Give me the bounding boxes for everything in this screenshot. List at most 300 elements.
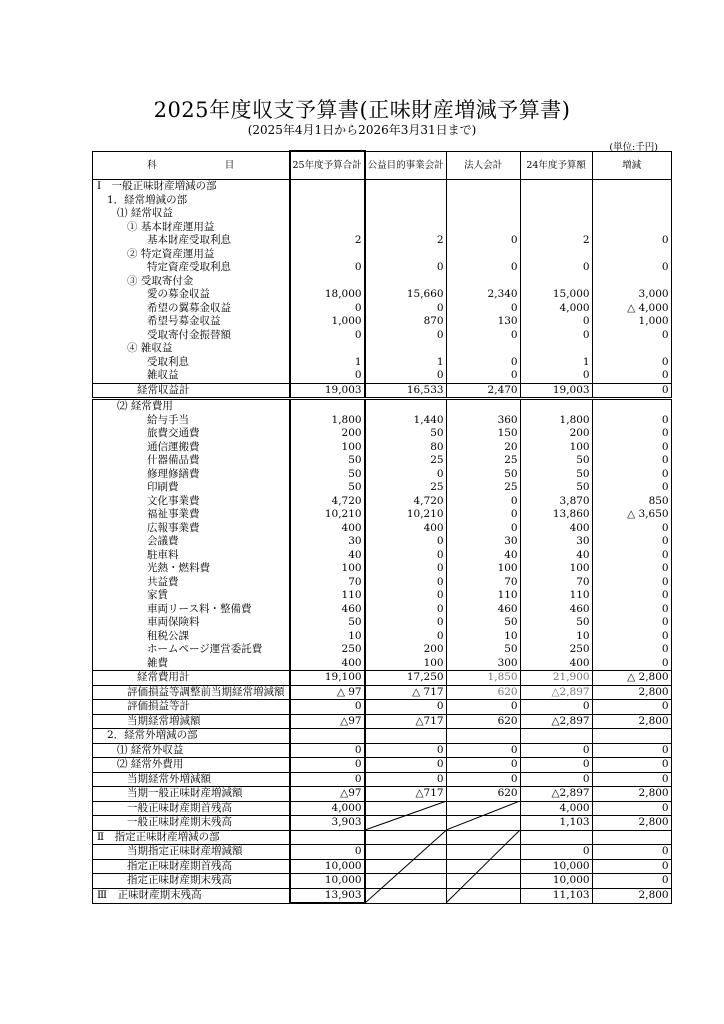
row-label: Ⅲ 正味財産期末残高 — [93, 888, 290, 903]
cell-corporate-account: 620 — [446, 714, 520, 729]
cell-budget-2024: 0 — [520, 329, 592, 343]
cell-public-account: 25 — [365, 481, 447, 495]
cell-public-account: 0 — [365, 261, 447, 275]
cell-corporate-account: 50 — [446, 616, 520, 630]
cell-public-account: 0 — [365, 562, 447, 576]
cell-difference: 3,000 — [592, 288, 671, 302]
cell-budget-2024: 50 — [520, 454, 592, 468]
cell-total-2025: 50 — [290, 616, 365, 630]
cell-total-2025: 10,000 — [290, 874, 365, 889]
cell-total-2025: △97 — [290, 714, 365, 729]
cell-public-account — [365, 207, 447, 221]
row-label: 受取寄付金振替額 — [93, 329, 290, 343]
cell-budget-2024 — [520, 830, 592, 845]
header-subject-a: 科 — [147, 159, 157, 171]
row-label: 租税公課 — [93, 630, 290, 644]
table-row — [93, 603, 672, 617]
cell-difference: 0 — [592, 576, 671, 590]
cell-corporate-account — [446, 859, 520, 874]
cell-corporate-account: 150 — [446, 427, 520, 441]
cell-corporate-account: 460 — [446, 603, 520, 617]
cell-budget-2024: 21,900 — [520, 671, 592, 686]
cell-corporate-account: 20 — [446, 441, 520, 455]
cell-budget-2024: 100 — [520, 562, 592, 576]
cell-difference: 2,800 — [592, 714, 671, 729]
cell-difference: 2,800 — [592, 685, 671, 700]
row-label: 指定正味財産期首残高 — [93, 859, 290, 874]
cell-total-2025 — [290, 342, 365, 356]
cell-difference: 0 — [592, 643, 671, 657]
cell-total-2025: 70 — [290, 576, 365, 590]
cell-total-2025: 19,100 — [290, 671, 365, 686]
table-row — [93, 671, 672, 686]
cell-total-2025 — [290, 221, 365, 235]
cell-public-account: 0 — [365, 700, 447, 715]
cell-corporate-account: 0 — [446, 522, 520, 536]
cell-corporate-account — [446, 801, 520, 816]
cell-budget-2024: 110 — [520, 589, 592, 603]
row-label: 修理修繕費 — [93, 468, 290, 482]
cell-difference: △ 4,000 — [592, 302, 671, 316]
cell-difference: 0 — [592, 859, 671, 874]
table-row — [93, 643, 672, 657]
cell-total-2025: 0 — [290, 758, 365, 773]
cell-difference: 0 — [592, 522, 671, 536]
row-label: 当期経常増減額 — [93, 714, 290, 729]
row-label: 広報事業費 — [93, 522, 290, 536]
cell-budget-2024: 10,000 — [520, 874, 592, 889]
cell-corporate-account: 30 — [446, 535, 520, 549]
cell-public-account — [365, 248, 447, 262]
row-label: 共益費 — [93, 576, 290, 590]
cell-difference: 0 — [592, 743, 671, 758]
table-row — [93, 888, 672, 903]
header-corporate-account: 法人会計 — [446, 151, 520, 180]
row-label: 愛の募金収益 — [93, 288, 290, 302]
table-row — [93, 441, 672, 455]
row-label: 家賃 — [93, 589, 290, 603]
cell-total-2025: 0 — [290, 329, 365, 343]
cell-corporate-account — [446, 830, 520, 845]
row-label: ⑴ 経常外収益 — [93, 743, 290, 758]
cell-difference: 0 — [592, 603, 671, 617]
cell-public-account — [365, 342, 447, 356]
row-label: 特定資産受取利息 — [93, 261, 290, 275]
table-row — [93, 207, 672, 221]
cell-public-account: △717 — [365, 714, 447, 729]
row-label: 経常収益計 — [93, 383, 290, 399]
cell-corporate-account: 70 — [446, 576, 520, 590]
cell-difference: 0 — [592, 801, 671, 816]
table-row — [93, 700, 672, 715]
table-row — [93, 576, 672, 590]
cell-budget-2024 — [520, 194, 592, 208]
cell-total-2025: 400 — [290, 657, 365, 671]
row-label: 基本財産受取利息 — [93, 234, 290, 248]
row-label: ① 基本財産運用益 — [93, 221, 290, 235]
cell-difference: 0 — [592, 234, 671, 248]
table-row — [93, 787, 672, 802]
cell-corporate-account: 2,470 — [446, 383, 520, 399]
cell-public-account: 0 — [365, 576, 447, 590]
row-label: ④ 雑収益 — [93, 342, 290, 356]
cell-budget-2024: 0 — [520, 772, 592, 787]
cell-total-2025 — [290, 275, 365, 289]
table-row — [93, 508, 672, 522]
cell-total-2025: 1,800 — [290, 414, 365, 428]
cell-total-2025: 50 — [290, 481, 365, 495]
cell-corporate-account: 25 — [446, 481, 520, 495]
cell-difference: 0 — [592, 535, 671, 549]
table-row — [93, 657, 672, 671]
cell-difference — [592, 342, 671, 356]
cell-difference — [592, 248, 671, 262]
cell-budget-2024: 0 — [520, 261, 592, 275]
cell-total-2025 — [290, 830, 365, 845]
header-row — [93, 151, 672, 180]
cell-difference — [592, 399, 671, 414]
cell-difference: 0 — [592, 700, 671, 715]
cell-budget-2024: 4,000 — [520, 801, 592, 816]
row-label: 当期一般正味財産増減額 — [93, 787, 290, 802]
header-public-account: 公益目的事業会計 — [365, 151, 447, 180]
table-row — [93, 315, 672, 329]
cell-budget-2024 — [520, 342, 592, 356]
table-row — [93, 589, 672, 603]
cell-difference: 0 — [592, 427, 671, 441]
cell-public-account: 80 — [365, 441, 447, 455]
row-label: 光熱・燃料費 — [93, 562, 290, 576]
cell-corporate-account: 50 — [446, 468, 520, 482]
unit-label: (単位:千円) — [609, 142, 658, 153]
cell-budget-2024: △2,897 — [520, 787, 592, 802]
cell-budget-2024: 11,103 — [520, 888, 592, 903]
header-subject — [93, 151, 290, 180]
table-row — [93, 845, 672, 860]
table-row — [93, 329, 672, 343]
cell-difference: 2,800 — [592, 816, 671, 831]
cell-corporate-account: 110 — [446, 589, 520, 603]
cell-corporate-account — [446, 888, 520, 903]
cell-difference: △ 3,650 — [592, 508, 671, 522]
cell-corporate-account: 0 — [446, 234, 520, 248]
cell-budget-2024: 0 — [520, 700, 592, 715]
cell-total-2025: 100 — [290, 441, 365, 455]
row-label: 経常費用計 — [93, 671, 290, 686]
table-row — [93, 685, 672, 700]
table-row — [93, 874, 672, 889]
table-row — [93, 772, 672, 787]
cell-corporate-account — [446, 845, 520, 860]
cell-total-2025: 110 — [290, 589, 365, 603]
cell-public-account — [365, 729, 447, 744]
cell-difference: 2,800 — [592, 888, 671, 903]
cell-budget-2024: 0 — [520, 845, 592, 860]
cell-total-2025: 2 — [290, 234, 365, 248]
cell-corporate-account — [446, 207, 520, 221]
cell-budget-2024: 0 — [520, 758, 592, 773]
period-subtitle: (2025年4月1日から2026年3月31日まで) — [247, 123, 477, 137]
cell-total-2025: △97 — [290, 787, 365, 802]
cell-total-2025: 0 — [290, 743, 365, 758]
cell-public-account: 50 — [365, 427, 447, 441]
cell-corporate-account — [446, 194, 520, 208]
cell-public-account: 15,660 — [365, 288, 447, 302]
cell-corporate-account: 50 — [446, 643, 520, 657]
table-row — [93, 221, 672, 235]
cell-budget-2024: 19,003 — [520, 383, 592, 399]
table-row — [93, 481, 672, 495]
cell-difference: 0 — [592, 468, 671, 482]
cell-corporate-account — [446, 221, 520, 235]
cell-budget-2024: 0 — [520, 315, 592, 329]
cell-public-account: 4,720 — [365, 495, 447, 509]
table-row — [93, 427, 672, 441]
cell-budget-2024: 1,103 — [520, 816, 592, 831]
cell-total-2025 — [290, 248, 365, 262]
table-row — [93, 369, 672, 383]
cell-total-2025 — [290, 729, 365, 744]
row-label: 指定正味財産期末残高 — [93, 874, 290, 889]
cell-corporate-account: 360 — [446, 414, 520, 428]
cell-total-2025: 0 — [290, 369, 365, 383]
header-2024-budget: 24年度予算額 — [520, 151, 592, 180]
cell-total-2025: 0 — [290, 845, 365, 860]
cell-difference: 0 — [592, 630, 671, 644]
cell-public-account: △ 717 — [365, 685, 447, 700]
table-row — [93, 180, 672, 194]
cell-total-2025: 18,000 — [290, 288, 365, 302]
cell-budget-2024: 400 — [520, 522, 592, 536]
cell-public-account — [365, 399, 447, 414]
cell-public-account: 25 — [365, 454, 447, 468]
cell-difference: 2,800 — [592, 787, 671, 802]
row-label: ⑵ 経常外費用 — [93, 758, 290, 773]
cell-public-account — [365, 816, 447, 831]
row-label: ⑵ 経常費用 — [93, 399, 290, 414]
cell-budget-2024 — [520, 180, 592, 194]
cell-corporate-account: 0 — [446, 356, 520, 370]
cell-budget-2024 — [520, 221, 592, 235]
table-row — [93, 302, 672, 316]
cell-public-account: 0 — [365, 772, 447, 787]
cell-difference — [592, 194, 671, 208]
cell-difference: 0 — [592, 874, 671, 889]
cell-corporate-account: 0 — [446, 302, 520, 316]
header-subject-b: 目 — [224, 159, 235, 171]
cell-difference: 0 — [592, 845, 671, 860]
cell-difference: △ 2,800 — [592, 671, 671, 686]
cell-public-account: 400 — [365, 522, 447, 536]
row-label: 当期経常外増減額 — [93, 772, 290, 787]
row-label: 給与手当 — [93, 414, 290, 428]
table-row — [93, 495, 672, 509]
row-label: Ⅱ 指定正味財産増減の部 — [93, 830, 290, 845]
cell-budget-2024 — [520, 248, 592, 262]
cell-total-2025: 13,903 — [290, 888, 365, 903]
row-label: 当期指定正味財産増減額 — [93, 845, 290, 860]
table-row — [93, 616, 672, 630]
cell-total-2025: 50 — [290, 468, 365, 482]
table-row — [93, 356, 672, 370]
cell-total-2025: 0 — [290, 261, 365, 275]
cell-difference — [592, 729, 671, 744]
cell-public-account: 0 — [365, 743, 447, 758]
cell-difference: 0 — [592, 441, 671, 455]
table-row — [93, 562, 672, 576]
cell-corporate-account: 0 — [446, 369, 520, 383]
table-row — [93, 714, 672, 729]
cell-corporate-account — [446, 399, 520, 414]
cell-budget-2024: 13,860 — [520, 508, 592, 522]
table-row — [93, 816, 672, 831]
cell-total-2025: △ 97 — [290, 685, 365, 700]
table-row — [93, 522, 672, 536]
cell-budget-2024: 15,000 — [520, 288, 592, 302]
table-row — [93, 383, 672, 399]
cell-budget-2024: 3,870 — [520, 495, 592, 509]
cell-public-account: 0 — [365, 468, 447, 482]
cell-corporate-account: 620 — [446, 787, 520, 802]
cell-budget-2024: 0 — [520, 743, 592, 758]
cell-public-account: 2 — [365, 234, 447, 248]
cell-public-account — [365, 845, 447, 860]
table-row — [93, 399, 672, 414]
cell-total-2025: 3,903 — [290, 816, 365, 831]
cell-public-account — [365, 859, 447, 874]
cell-public-account: 1 — [365, 356, 447, 370]
table-row — [93, 248, 672, 262]
cell-total-2025: 1 — [290, 356, 365, 370]
table-row — [93, 194, 672, 208]
cell-budget-2024 — [520, 399, 592, 414]
cell-public-account: 0 — [365, 535, 447, 549]
cell-budget-2024: 10 — [520, 630, 592, 644]
table-row — [93, 275, 672, 289]
row-label: 一般正味財産期末残高 — [93, 816, 290, 831]
cell-corporate-account: 0 — [446, 772, 520, 787]
cell-difference: 0 — [592, 383, 671, 399]
row-label: 一般正味財産期首残高 — [93, 801, 290, 816]
cell-budget-2024: 30 — [520, 535, 592, 549]
table-row — [93, 549, 672, 563]
row-label: 旅費交通費 — [93, 427, 290, 441]
table-row — [93, 535, 672, 549]
cell-budget-2024: 100 — [520, 441, 592, 455]
cell-public-account: 0 — [365, 603, 447, 617]
row-label: 印刷費 — [93, 481, 290, 495]
cell-total-2025: 0 — [290, 700, 365, 715]
cell-difference: 0 — [592, 329, 671, 343]
cell-difference: 1,000 — [592, 315, 671, 329]
cell-corporate-account: 620 — [446, 685, 520, 700]
cell-budget-2024: 50 — [520, 468, 592, 482]
cell-budget-2024: 50 — [520, 616, 592, 630]
cell-corporate-account — [446, 248, 520, 262]
cell-total-2025: 30 — [290, 535, 365, 549]
cell-corporate-account: 0 — [446, 261, 520, 275]
cell-corporate-account: 25 — [446, 454, 520, 468]
cell-budget-2024: 1,800 — [520, 414, 592, 428]
cell-public-account — [365, 221, 447, 235]
cell-public-account: 16,533 — [365, 383, 447, 399]
cell-total-2025: 100 — [290, 562, 365, 576]
table-row — [93, 468, 672, 482]
page-title: 2025年度収支予算書(正味財産増減予算書) — [153, 98, 571, 122]
cell-difference: 0 — [592, 356, 671, 370]
cell-budget-2024: 50 — [520, 481, 592, 495]
cell-public-account — [365, 801, 447, 816]
cell-public-account — [365, 275, 447, 289]
cell-corporate-account — [446, 729, 520, 744]
cell-budget-2024: 460 — [520, 603, 592, 617]
cell-budget-2024: 250 — [520, 643, 592, 657]
cell-public-account: 200 — [365, 643, 447, 657]
row-label: 雑収益 — [93, 369, 290, 383]
cell-total-2025: 460 — [290, 603, 365, 617]
cell-total-2025: 10,210 — [290, 508, 365, 522]
cell-total-2025: 4,720 — [290, 495, 365, 509]
row-label: 希望号募金収益 — [93, 315, 290, 329]
cell-total-2025: 19,003 — [290, 383, 365, 399]
cell-budget-2024: 70 — [520, 576, 592, 590]
row-label: ホームページ運営委託費 — [93, 643, 290, 657]
cell-difference: 0 — [592, 261, 671, 275]
table-row — [93, 261, 672, 275]
cell-budget-2024 — [520, 275, 592, 289]
cell-total-2025: 50 — [290, 454, 365, 468]
cell-total-2025 — [290, 180, 365, 194]
cell-public-account: 0 — [365, 630, 447, 644]
cell-total-2025: 0 — [290, 772, 365, 787]
cell-difference: 0 — [592, 369, 671, 383]
cell-corporate-account — [446, 874, 520, 889]
table-row — [93, 630, 672, 644]
cell-budget-2024: △2,897 — [520, 714, 592, 729]
cell-difference: 850 — [592, 495, 671, 509]
cell-public-account — [365, 888, 447, 903]
cell-public-account: 10,210 — [365, 508, 447, 522]
cell-total-2025 — [290, 399, 365, 414]
row-label: 雑費 — [93, 657, 290, 671]
cell-total-2025: 4,000 — [290, 801, 365, 816]
table-row — [93, 758, 672, 773]
cell-corporate-account — [446, 816, 520, 831]
cell-total-2025: 10,000 — [290, 859, 365, 874]
cell-budget-2024: 200 — [520, 427, 592, 441]
cell-public-account: 17,250 — [365, 671, 447, 686]
cell-public-account: 100 — [365, 657, 447, 671]
row-label: 什器備品費 — [93, 454, 290, 468]
row-label: 希望の翼募金収益 — [93, 302, 290, 316]
cell-corporate-account — [446, 342, 520, 356]
cell-corporate-account: 0 — [446, 758, 520, 773]
cell-difference — [592, 830, 671, 845]
row-label: 評価損益等調整前当期経常増減額 — [93, 685, 290, 700]
cell-total-2025: 200 — [290, 427, 365, 441]
cell-budget-2024: △2,897 — [520, 685, 592, 700]
cell-corporate-account: 0 — [446, 508, 520, 522]
cell-difference: 0 — [592, 616, 671, 630]
cell-corporate-account: 40 — [446, 549, 520, 563]
cell-total-2025 — [290, 207, 365, 221]
table-row — [93, 859, 672, 874]
cell-total-2025: 0 — [290, 302, 365, 316]
row-label: 評価損益等計 — [93, 700, 290, 715]
cell-total-2025: 40 — [290, 549, 365, 563]
cell-public-account: 0 — [365, 549, 447, 563]
cell-difference — [592, 207, 671, 221]
